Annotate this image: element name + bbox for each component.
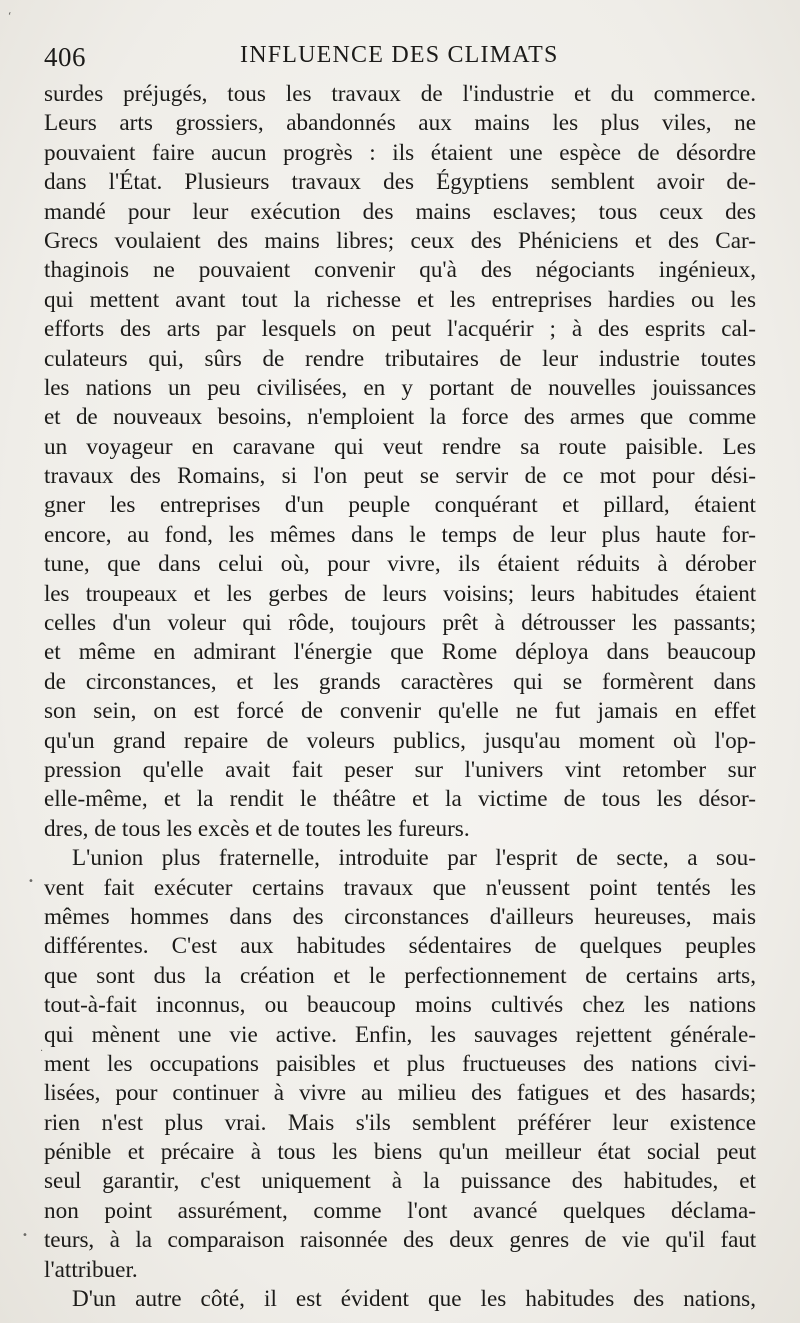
text-line: qui mettent avant tout la richesse et les entreprises hardies ou les bbox=[44, 286, 756, 313]
text-line: gner les entreprises d'un peuple conquérant et pillard, étaient bbox=[44, 492, 756, 519]
text-line: travaux des Romains, si l'on peut se servir de ce mot pour dési- bbox=[44, 463, 756, 490]
text-line: pouvaient faire aucun progrès : ils étaient une espèce de désordre bbox=[44, 139, 756, 166]
text-line: seul garantir, c'est uniquement à la puissance des habitudes, et bbox=[44, 1168, 756, 1195]
text-line: lisées, pour continuer à vivre au milieu des fatigues et des hasards; bbox=[44, 1080, 756, 1107]
text-line: un voyageur en caravane qui veut rendre sa route paisible. Les bbox=[44, 433, 756, 460]
page-header bbox=[44, 42, 756, 76]
text-line: mêmes hommes dans des circonstances d'ailleurs heureuses, mais bbox=[44, 903, 756, 930]
page-number: 406 bbox=[44, 42, 86, 72]
text-line: que sont dus la création et le perfectionnement de certains arts, bbox=[44, 962, 756, 989]
text-line: mandé pour leur exécution des mains esclaves; tous ceux des bbox=[44, 198, 756, 225]
text-line: Leurs arts grossiers, abandonnés aux mains les plus viles, ne bbox=[44, 110, 756, 137]
margin-dot: · bbox=[40, 1046, 44, 1057]
text-line: les troupeaux et les gerbes de leurs voisins; leurs habitudes étaient bbox=[44, 580, 756, 607]
text-line: les nations un peu civilisées, en y portant de nouvelles jouissances bbox=[44, 374, 756, 401]
text-line: celles d'un voleur qui rôde, toujours prêt à détrousser les passants; bbox=[44, 610, 756, 637]
running-title: INFLUENCE DES CLIMATS bbox=[240, 42, 559, 68]
text-line: teurs, à la comparaison raisonnée des deux genres de vie qu'il faut bbox=[44, 1227, 756, 1254]
text-line: pénible et précaire à tous les biens qu'un meilleur état social peut bbox=[44, 1139, 756, 1166]
text-line: thaginois ne pouvaient convenir qu'à des négociants ingénieux, bbox=[44, 257, 756, 284]
text-line: non point assurément, comme l'ont avancé quelques déclama- bbox=[44, 1197, 756, 1224]
text-line: culateurs qui, sûrs de rendre tributaires de leur industrie toutes bbox=[44, 345, 756, 372]
text-line: vent fait exécuter certains travaux que n'eussent point tentés les bbox=[44, 874, 756, 901]
text-line: et de nouveaux besoins, n'emploient la force des armes que comme bbox=[44, 404, 756, 431]
text-line: et même en admirant l'énergie que Rome déploya dans beaucoup bbox=[44, 639, 756, 666]
text-line: elle-même, et la rendit le théâtre et la victime de tous les désor- bbox=[44, 786, 756, 813]
text-line: qu'un grand repaire de voleurs publics, jusqu'au moment où l'op- bbox=[44, 727, 756, 754]
body-text bbox=[44, 80, 756, 1314]
paragraph-end-line: l'attribuer. bbox=[44, 1256, 138, 1283]
text-line: différentes. C'est aux habitudes sédentaires de quelques peuples bbox=[44, 933, 756, 960]
margin-dot: • bbox=[28, 876, 34, 887]
paragraph-end-line: dres, de tous les excès et de toutes les fureurs. bbox=[44, 815, 470, 842]
text-line: surdes préjugés, tous les travaux de l'industrie et du commerce. bbox=[44, 81, 756, 107]
text-line: Grecs voulaient des mains libres; ceux des Phéniciens et des Car- bbox=[44, 227, 756, 254]
text-line: ment les occupations paisibles et plus fructueuses des nations civi- bbox=[44, 1050, 756, 1077]
paragraph-start-line: D'un autre côté, il est évident que les habitudes des nations, bbox=[72, 1286, 756, 1313]
text-line: tout-à-fait inconnus, ou beaucoup moins cultivés chez les nations bbox=[44, 992, 756, 1019]
text-line: efforts des arts par lesquels on peut l'acquérir ; à des esprits cal- bbox=[44, 316, 756, 343]
margin-dot: • bbox=[22, 1230, 28, 1241]
text-line: rien n'est plus vrai. Mais s'ils semblent préférer leur existence bbox=[44, 1109, 756, 1136]
text-line: encore, au fond, les mêmes dans le temps de leur plus haute for- bbox=[44, 521, 756, 548]
paragraph-start-line: L'union plus fraternelle, introduite par l'esprit de secte, a sou- bbox=[72, 845, 756, 872]
text-line: de circonstances, et les grands caractères qui se formèrent dans bbox=[44, 668, 756, 695]
text-line: pression qu'elle avait fait peser sur l'univers vint retomber sur bbox=[44, 756, 756, 783]
text-line: dans l'État. Plusieurs travaux des Égyptiens semblent avoir de- bbox=[44, 169, 756, 196]
text-line: qui mènent une vie active. Enfin, les sauvages rejettent générale- bbox=[44, 1021, 756, 1048]
text-line: son sein, on est forcé de convenir qu'elle ne fut jamais en effet bbox=[44, 698, 756, 725]
text-line: tune, que dans celui où, pour vivre, ils étaient réduits à dérober bbox=[44, 551, 756, 578]
corner-mark: ‘ bbox=[8, 10, 12, 23]
